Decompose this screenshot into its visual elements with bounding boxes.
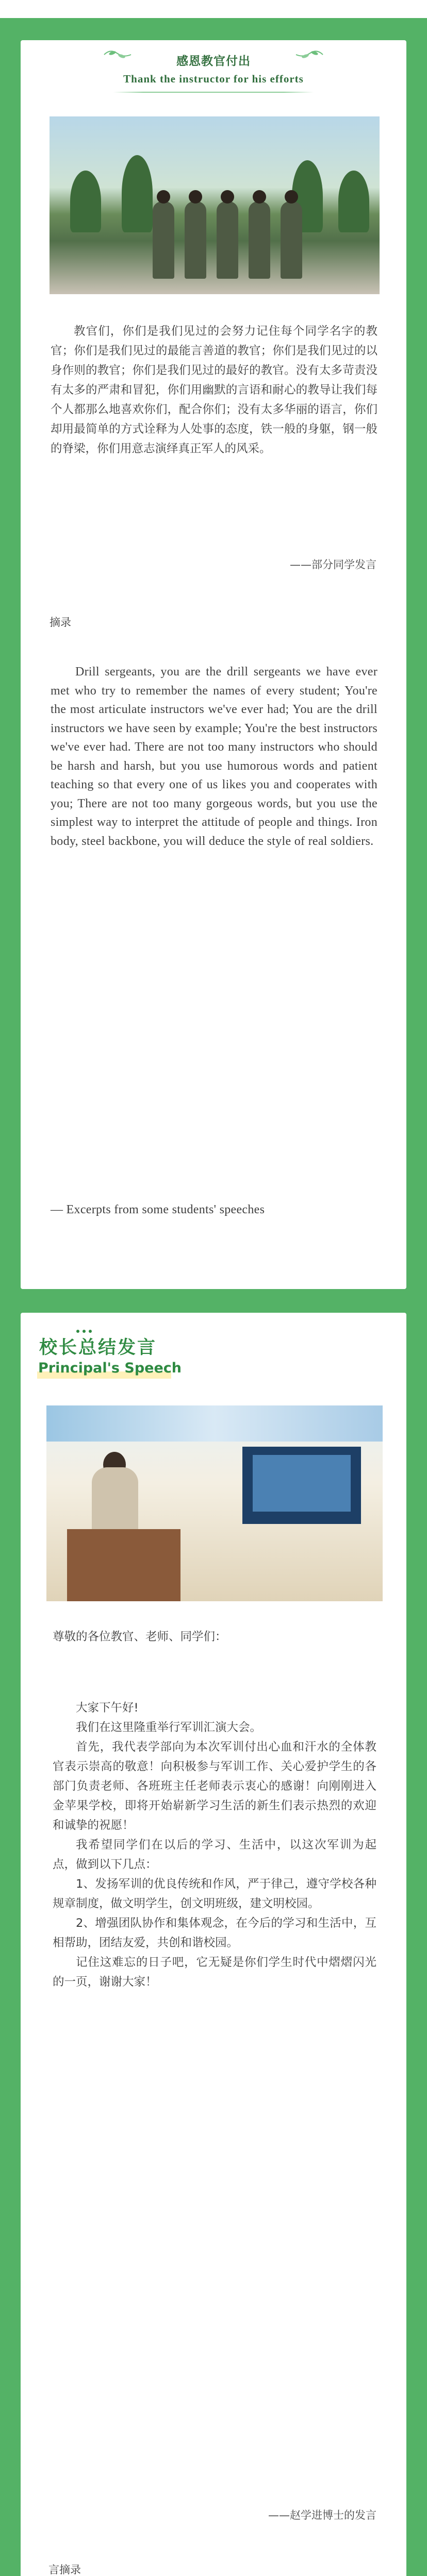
instructor-tribute-cn: 教官们，你们是我们见过的会努力记住每个同学名字的教官；你们是我们见过的最能言善道的教官；你们是我们见过的以身作则的教官；你们是我们见过的最好的教官。没有太多苛责没有太多的严肃和冒犯，你们用幽默的言语和耐心的教导让我们每个人都那么地喜欢你们，配合你们；没有太多华丽的语言，你们却用最简单的方式诠释为人处事的态度，铁一般的身躯，钢一般的脊梁，你们用意志演绎真正军人的风采。 [51,325,377,455]
principal-speaking-photo [46,1405,383,1601]
header-divider [113,92,314,93]
principal-title-en: Principal's Speech [38,1360,182,1376]
instructors-group-photo [50,116,380,294]
section-title-en: Thank the instructor for his efforts [123,73,304,85]
principal-title-cn: 校长总结发言 [39,1337,157,1358]
section-header [98,46,329,98]
speech-signature-cn: ——赵学进博士的发言 [268,2509,376,2521]
attribution-en: — Excerpts from some students' speeches [51,1203,265,1216]
speech-para-cn: 2、增强团队协作和集体观念，在今后的学习和生活中，互相帮助，团结友爱，共创和谐校园。 [53,1917,376,1950]
speech-para-cn: 首先，我代表学部向为本次军训付出心血和汗水的全体教官表示崇高的敬意！向积极参与军训工作、关心爱护学生的各部门负责老师、各班班主任老师表示衷心的感谢！向刚刚进入金苹果学校，即将开始崭新学习生活的新生们表示热烈的欢迎和诚挚的祝愿！ [53,1740,376,1832]
leaf-right-icon [295,48,324,61]
speech-greeting-cn: 尊敬的各位教官、老师、同学们： [53,1630,227,1643]
instructor-tribute-en: Drill sergeants, you are the drill sergeants we have ever met who try to remember the names of every student; You're the most articulate instructors we've ever had; You are the drill instructors we have seen by example; You're the best instructors we've ever had. There are not too many instructors who should be harsh and harsh, but you use humorous words and patient teaching so that every one of us likes you and cooperates with you; There are not too many gorgeous words, but you use the simplest way to interpret the attitude of people and things. Iron body, steel backbone, you will deduce the style of real soldiers. [51,665,377,848]
gratitude-card [21,40,406,1289]
leaf-left-icon [103,48,132,61]
speech-para-cn: 记住这难忘的日子吧，它无疑是你们学生时代中熠熠闪光的一页，谢谢大家！ [53,1956,376,1989]
top-band [0,0,427,18]
speech-para-cn: 我希望同学们在以后的学习、生活中，以这次军训为起点，做到以下几点： [53,1838,376,1871]
section-title-cn: 感恩教官付出 [176,55,251,68]
excerpt-label: 摘录 [50,616,71,629]
speech-para-cn: 1、发扬军训的优良传统和作风，严于律己，遵守学校各种规章制度，做文明学生，创文明班级，建文明校园。 [53,1877,376,1910]
speech-body-cn [53,1698,376,1992]
principal-speech-card [21,1313,406,2576]
attribution-cn: ——部分同学发言 [290,558,376,571]
speech-excerpt-label: 言摘录 [48,2564,81,2576]
speech-morning-cn: 大家下午好! [76,1701,139,1715]
speech-para-cn: 我们在这里隆重举行军训汇演大会。 [76,1721,262,1734]
